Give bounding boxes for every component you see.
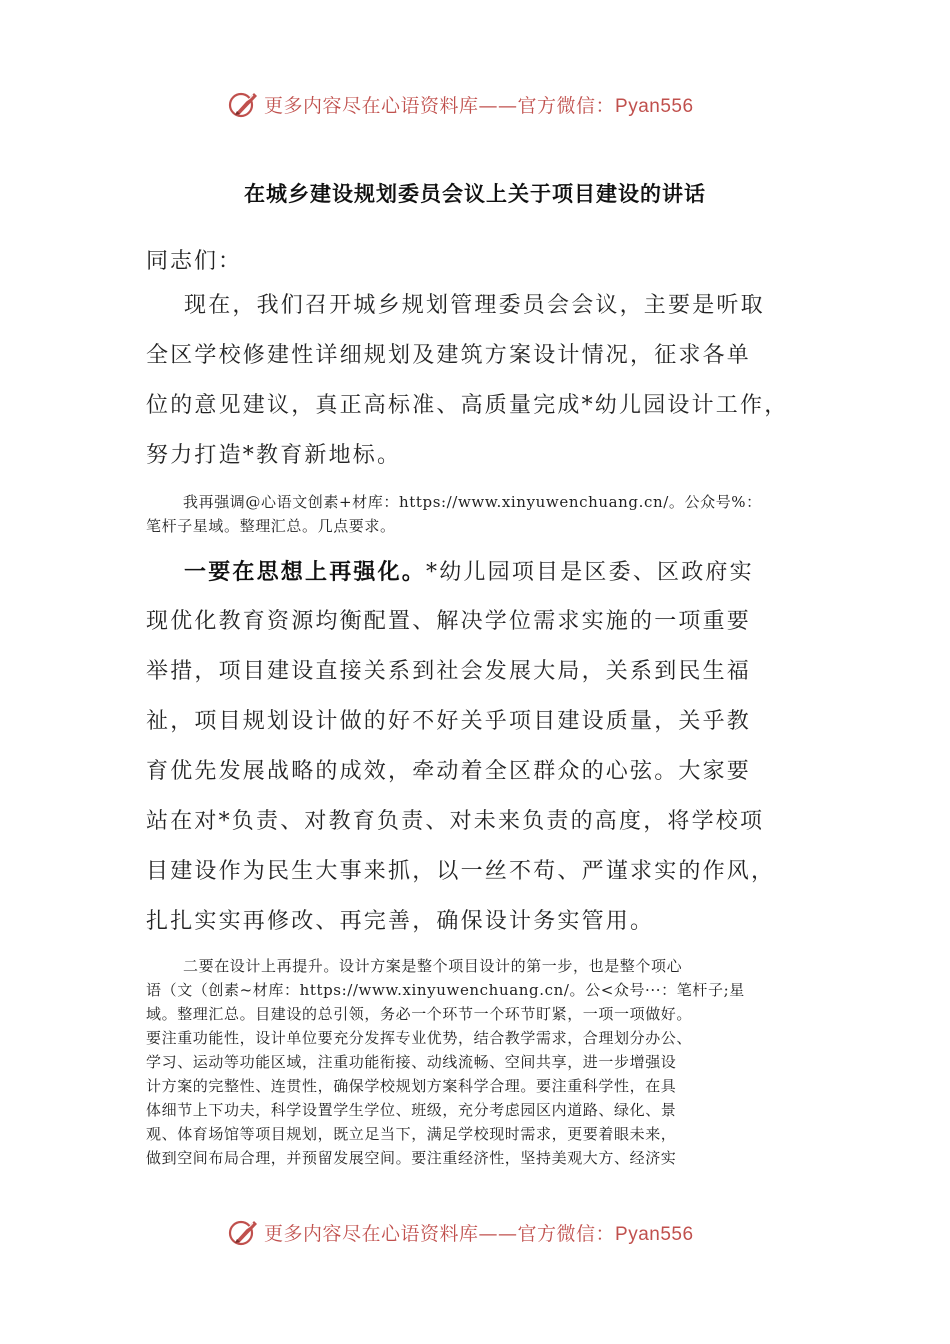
point-one-text: *幼儿园项目是区委、区政府实: [426, 560, 754, 585]
paragraph-line: 体细节上下功夫，科学设置学生学位、班级，充分考虑园区内道路、绿化、景: [146, 1101, 677, 1119]
wechat-id: Pyan556: [615, 1224, 694, 1245]
watermark-banner-top: [0, 85, 950, 125]
paragraph-line: 计方案的完整性、连贯性，确保学校规划方案科学合理。要注重科学性，在具: [146, 1077, 677, 1095]
wechat-id: Pyan556: [615, 96, 694, 117]
paragraph-line: 扎扎实实再修改、再完善，确保设计务实管用。: [146, 909, 655, 934]
paragraph-line: 站在对*负责、对教育负责、对未来负责的高度，将学校项: [146, 809, 765, 834]
paragraph-line: 育优先发展战略的成效，牵动着全区群众的心弦。大家要: [146, 759, 752, 784]
paragraph-point-one: [146, 547, 810, 947]
quill-pen-logo-icon: [226, 1215, 260, 1249]
paragraph-line: 举措，项目建设直接关系到社会发展大局，关系到民生福: [146, 659, 752, 684]
paragraph-line: 语（文（创素~材库：https://www.xinyuwenchuang.cn/。公<众号···：笔杆子;星: [146, 981, 745, 999]
paragraph-emphasis: [146, 490, 810, 538]
paragraph-line: 目建设作为民生大事来抓，以一丝不苟、严谨求实的作风，: [146, 859, 776, 884]
paragraph-line: 域。整理汇总。目建设的总引领，务必一个环节一个环节盯紧，一项一项做好。: [146, 1005, 693, 1023]
watermark-text: [264, 91, 694, 118]
watermark-text: [264, 1219, 694, 1246]
paragraph-line: 二要在设计上再提升。设计方案是整个项目设计的第一步，也是整个项心: [183, 957, 683, 975]
quill-pen-logo-icon: [226, 87, 260, 121]
paragraph-line: 现在，我们召开城乡规划管理委员会会议，主要是听取: [184, 293, 765, 318]
paragraph-line: 位的意见建议，真正高标准、高质量完成*幼儿园设计工作，: [146, 393, 789, 418]
watermark-label: 更多内容尽在心语资料库——官方微信：: [264, 1223, 616, 1245]
paragraph-line: 做到空间布局合理，并预留发展空间。要注重经济性，坚持美观大方、经济实: [146, 1149, 677, 1167]
paragraph-line: 要注重功能性，设计单位要充分发挥专业优势，结合教学需求，合理划分办公、: [146, 1029, 693, 1047]
paragraph-line: 学习、运动等功能区域，注重功能衔接、动线流畅、空间共享，进一步增强设: [146, 1053, 677, 1071]
document-title: 在城乡建设规划委员会议上关于项目建设的讲话: [244, 181, 706, 206]
paragraph-line: 全区学校修建性详细规划及建筑方案设计情况，征求各单: [146, 343, 752, 368]
watermark-banner-bottom: [0, 1213, 950, 1253]
point-one-heading: 一要在思想上再强化。: [184, 559, 427, 585]
paragraph-line: 我再强调@心语文创素+材库：https://www.xinyuwenchuang.cn/。公众号%：: [183, 493, 762, 511]
paragraph-line: 祉，项目规划设计做的好不好关乎项目建设质量，关乎教: [146, 709, 752, 734]
paragraph-line: 努力打造*教育新地标。: [146, 443, 402, 468]
paragraph-line: [146, 547, 810, 597]
watermark-label: 更多内容尽在心语资料库——官方微信：: [264, 95, 616, 117]
paragraph-line: 现优化教育资源均衡配置、解决学位需求实施的一项重要: [146, 609, 752, 634]
greeting: 同志们：: [146, 249, 243, 274]
paragraph-intro: [146, 281, 810, 481]
paragraph-point-two: [146, 954, 810, 1170]
paragraph-line: 笔杆子星域。整理汇总。几点要求。: [146, 517, 396, 535]
paragraph-line: 观、体育场馆等项目规划，既立足当下，满足学校现时需求，更要着眼未来，: [146, 1125, 677, 1143]
